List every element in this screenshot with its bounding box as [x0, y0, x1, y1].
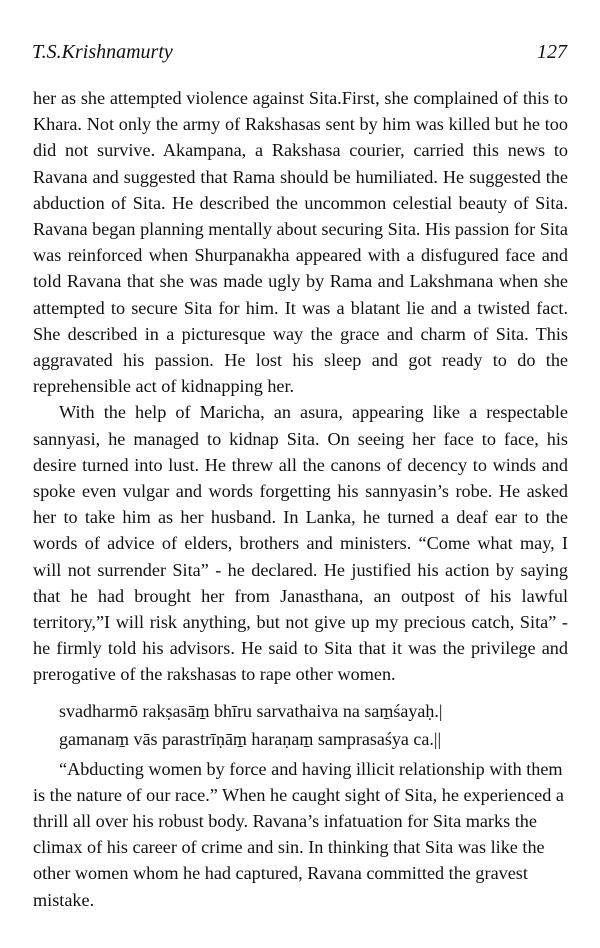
- running-header: [32, 38, 567, 66]
- sanskrit-verse: [59, 697, 568, 753]
- paragraph-maricha: With the help of Maricha, an asura, appearing like a respectable sannyasi, he managed to kidnap Sita. On seeing her face to face, his desire turned into lust. He threw all the canons of decency to winds and spoke even vulgar and words forgetting his sannyasin’s robe. He asked her to take him as her husband. In Lanka, he turned a deaf ear to the words of advice of elders, brothers and ministers. “Come what may, I will not surrender Sita” - he declared. He justified his action by saying that he had brought her from Janasthana, an outpost of his lawful territory,”I will risk anything, but not give up my precious catch, Sita” - he firmly told his advisors. He said to Sita that it was the privilege and prerogative of the rakshasas to rape other women.: [33, 402, 568, 685]
- verse-line-2: gamanam̱ vās parastrīṇām̱ haraṇam̱ samprasaśya ca.||: [59, 728, 442, 749]
- running-head-author: T.S.Krishnamurty: [32, 41, 173, 63]
- page-number: 127: [537, 41, 567, 63]
- paragraph-continued: her as she attempted violence against Sita.First, she complained of this to Khara. Not only the army of Rakshasas sent by him was killed but he too did not survive. Akampana, a Rakshasa courier, carried this news to Ravana and suggested that Rama should be humiliated. He suggested the abduction of Sita. He described the uncommon celestial beauty of Sita. Ravana began planning mentally about securing Sita. His passion for Sita was reinforced when Shurpanakha appeared with a disfugured face and told Ravana that she was made ugly by Rama and Lakshmana when she attempted to secure Sita for him. It was a blatant lie and a twisted fact. She described in a picturesque way the grace and charm of Sita. This aggravated his passion. He lost his sleep and got ready to do the reprehensible act of kidnapping her.: [33, 88, 568, 397]
- body-text: [33, 85, 568, 913]
- paragraph-abducting-women: “Abducting women by force and having illicit relationship with them is the nature of our race.” When he caught sight of Sita, he experienced a thrill all over his robust body. Ravana’s infatuation for Sita marks the climax of his career of crime and sin. In thinking that Sita was like the other women whom he had captured, Ravana committed the gravest mistake.: [33, 758, 564, 910]
- verse-line-1: svadharmō rakṣasām̱ bhīru sarvathaiva na sam̱śayaḥ.|: [59, 700, 443, 721]
